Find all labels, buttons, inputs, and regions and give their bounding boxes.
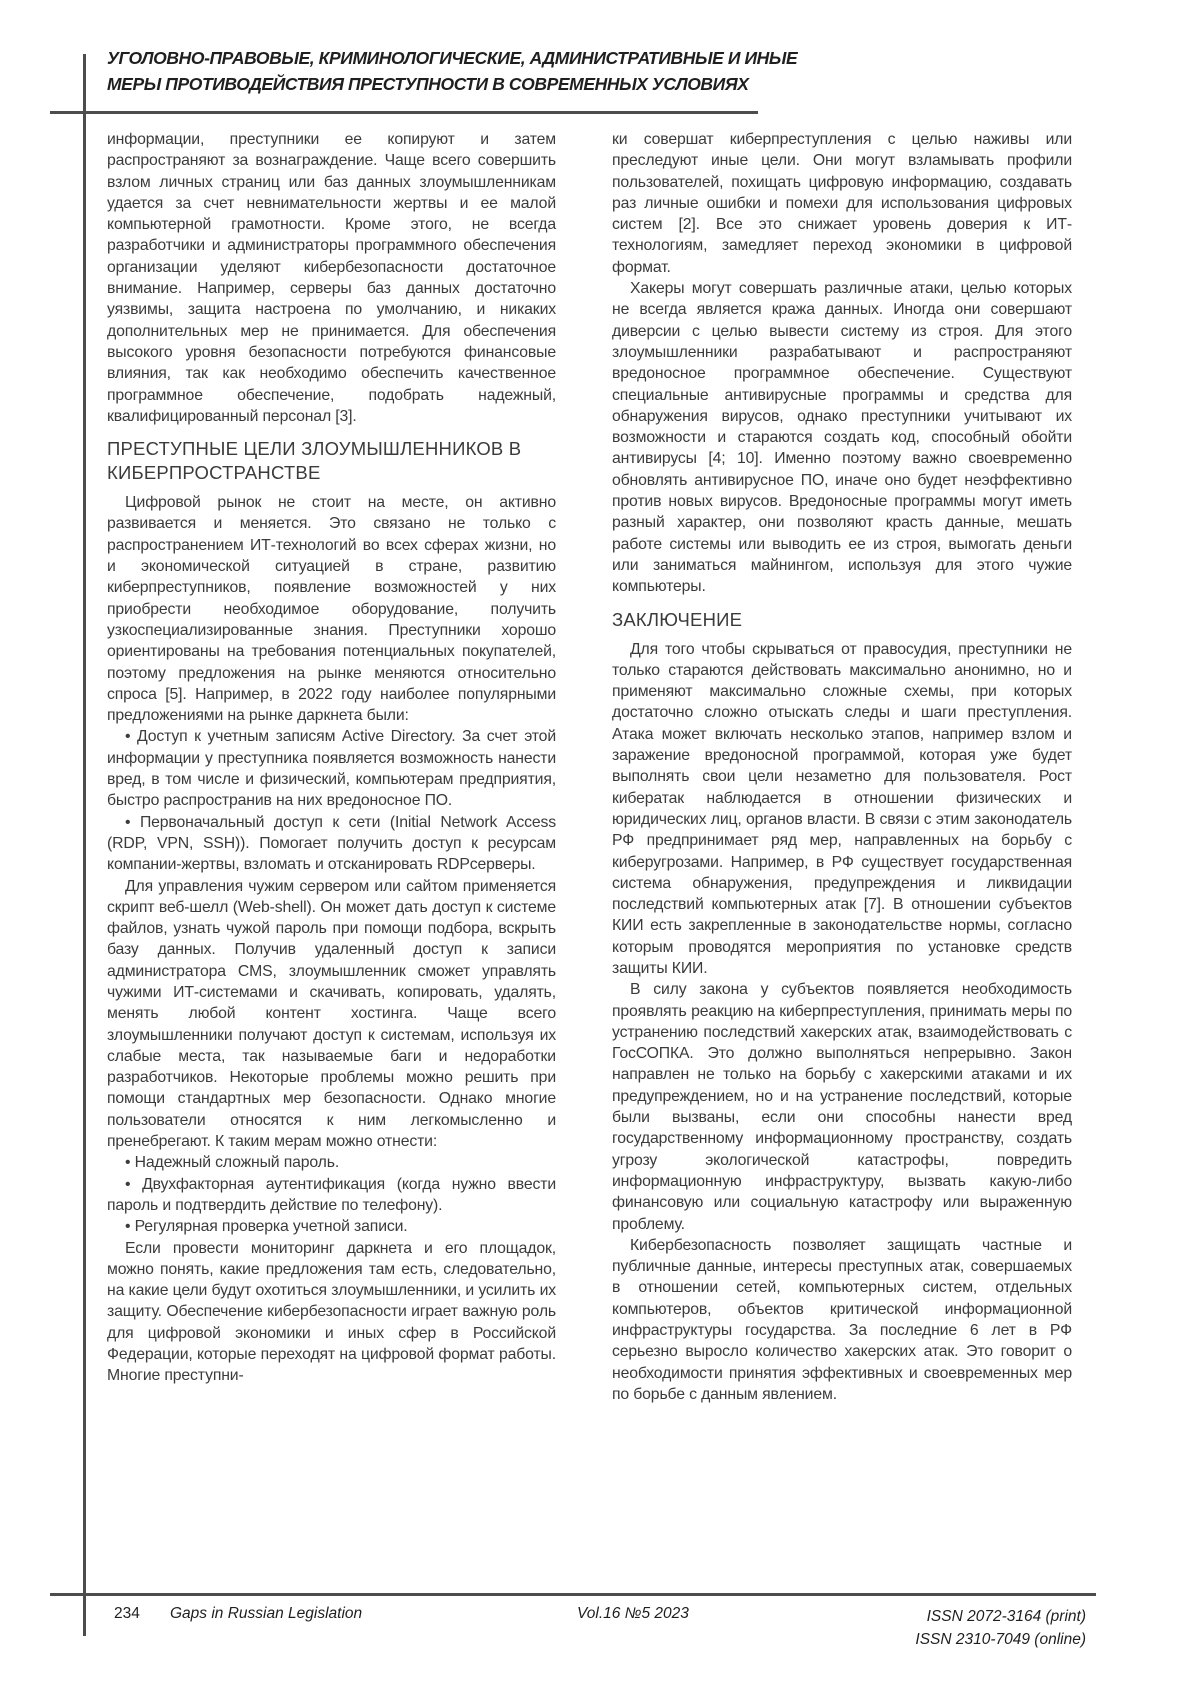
issn-print: ISSN 2072-3164 (print) <box>926 1608 1086 1625</box>
running-head-rule <box>50 111 758 114</box>
running-head <box>107 45 827 97</box>
bullet-item: • Регулярная проверка учетной записи. <box>125 1218 408 1236</box>
bullet-item: • Надежный сложный пароль. <box>125 1154 340 1172</box>
body-paragraph: В силу закона у субъектов появляется необходимость проявлять реакцию на киберпреступления, принимать меры по устранению последствий хакерских атак, взаимодействовать с ГосСОПКА. Это должно выполняться непрерывно. Закон направлен не только на борьбу с хакерскими атаками и их предупреждением, но и на устранение последствий, которые были вызваны, если они способны нанести вред государственному информационному пространству, создать угрозу экологической катастрофы, повредить информационную инфраструктуру, вызвать какую-либо финансовую или социальную катастрофу или выраженную проблему. <box>612 981 1072 1233</box>
volume-issue: Vol.16 №5 2023 <box>577 1605 689 1622</box>
issn-block <box>915 1605 1086 1651</box>
issn-online: ISSN 2310-7049 (online) <box>915 1631 1086 1648</box>
body-paragraph: Кибербезопасность позволяет защищать частные и публичные данные, интересы преступных атак, совершаемых в отношении сетей, компьютерных систем, отдельных компьютеров, объектов критической информационной инфраструктуры государства. За последние 6 лет в РФ серьезно выросло количество хакерских атак. Это говорит о необходимости принятия эффективных и своевременных мер по борьбе с данным явлением. <box>612 1236 1072 1403</box>
footer-rule <box>50 1593 1096 1596</box>
body-paragraph: информации, преступники ее копируют и затем распространяют за вознаграждение. Чаще всего совершить взлом личных страниц или баз данных злоумышленникам удается за счет невнимательности жертвы и ее малой компьютерной грамотности. Кроме этого, не всегда разработчики и администраторы программного обеспечения организации уделяют кибербезопасности достаточное внимание. Например, серверы баз данных достаточно уязвимы, защита настроена по умолчанию, и никаких дополнительных мер не принимается. Для обеспечения высокого уровня безопасности потребуются финансовые влияния, так как необходимо обеспечить качественное программное обеспечение, подобрать надежный, квалифицированный персонал [3]. <box>107 131 556 425</box>
body-paragraph: Цифровой рынок не стоит на месте, он активно развивается и меняется. Это связано не только с распространением ИТ-технологий во всех сферах жизни, но и экономической ситуацией в стране, развитию киберпреступников, появление возможностей у них приобрести необходимое оборудование, получить узкоспециализированные знания. Преступники хорошо ориентированы на требования потенциальных покупателей, поэтому предложения на рынке меняются относительно спроса [5]. Например, в 2022 году наиболее популярными предложениями на рынке даркнета были: <box>107 494 556 725</box>
running-head-line1: УГОЛОВНО-ПРАВОВЫЕ, КРИМИНОЛОГИЧЕСКИЕ, АДМИНИСТРАТИВНЫЕ И ИНЫЕ <box>107 48 798 68</box>
body-paragraph: ки совершат киберпреступления с целью наживы или преследуют иные цели. Они могут взламывать профили пользователей, похищать цифровую информацию, создавать раз личные ошибки и помехи для использования цифровых систем [2]. Все это снижает уровень доверия к ИТ-технологиям, замедляет переход экономики в цифровой формат. <box>612 131 1072 276</box>
page-number: 234 <box>114 1605 140 1622</box>
section-heading: ПРЕСТУПНЫЕ ЦЕЛИ ЗЛОУМЫШЛЕННИКОВ В КИБЕРПРОСТРАНСТВЕ <box>107 438 522 484</box>
body-paragraph: Хакеры могут совершать различные атаки, целью которых не всегда является кража данных. Иногда они совершают диверсии с целью вывести систему из строя. Для этого злоумышленники разрабатывают и распространяют вредоносное программное обеспечение. Существуют специальные антивирусные программы и средства для обнаружения вирусов, однако преступники учитывают их возможности и стараются создать код, способный обойти антивирусы [4; 10]. Именно поэтому важно своевременно обновлять антивирусное ПО, иначе оно будет неэффективно против новых вирусов. Вредоносные программы могут иметь разный характер, они позволяют красть данные, мешать работе системы или выводить ее из строя, вымогать деньги или заниматься майнингом, используя для этого чужие компьютеры. <box>612 280 1072 596</box>
body-paragraph: Для того чтобы скрываться от правосудия, преступники не только стараются действовать максимально анонимно, но и применяют максимально сложные схемы, при которых достаточно сложно отыскать следы и шаги преступления. Атака может включать несколько этапов, например взлом и заражение вредоносной программой, которая уже будет выполнять свои цели незаметно для пользователя. Рост кибератак наблюдается в отношении физических и юридических лиц, органов власти. В связи с этим законодатель РФ предпринимает ряд мер, направленных на борьбу с киберугрозами. Например, в РФ существует государственная система обнаружения, предупреждения и ликвидации последствий компьютерных атак [7]. В отношении субъектов КИИ есть закрепленные в законодательстве нормы, согласно которым проводятся мероприятия по установке средств защиты КИИ. <box>612 640 1072 977</box>
body-paragraph: Для управления чужим сервером или сайтом применяется скрипт веб-шелл (Web-shell). Он может дать доступ к системе файлов, узнать чужой пароль при помощи подбора, вскрыть базу данных. Получив удаленный доступ к записи администратора CMS, злоумышленник сможет управлять чужими ИТ-системами и скачивать, копировать, удалять, менять любой контент хостинга. Чаще всего злоумышленники получают доступ к системам, используя их слабые места, так называемые баги и недоработки разработчиков. Некоторые проблемы можно решить при помощи стандартных мер безопасности. Однако многие пользователи относятся к ним легкомысленно и пренебрегают. К таким мерам можно отнести: <box>107 877 556 1151</box>
bullet-item: • Доступ к учетным записям Active Directory. За счет этой информации у преступника появляется возможность нанести вред, в том числе и физический, компьютерам предприятия, быстро распространив на них вредоносное ПО. <box>107 728 556 810</box>
left-vertical-rule <box>83 54 86 1636</box>
bullet-item: • Первоначальный доступ к сети (Initial Network Access (RDP, VPN, SSH)). Помогает получить доступ к ресурсам компании-жертвы, взломать и отсканировать RDPсерверы. <box>107 813 556 874</box>
running-head-line2: МЕРЫ ПРОТИВОДЕЙСТВИЯ ПРЕСТУПНОСТИ В СОВРЕМЕННЫХ УСЛОВИЯХ <box>107 74 749 94</box>
bullet-item: • Двухфакторная аутентификация (когда нужно ввести пароль и подтвердить действие по телефону). <box>107 1175 556 1214</box>
body-paragraph: Если провести мониторинг даркнета и его площадок, можно понять, какие предложения там есть, следовательно, на какие цели будут охотиться злоумышленники, и усилить их защиту. Обеспечение кибербезопасности играет важную роль для цифровой экономики и иных сфер в Российской Федерации, которые переходят на цифровой формат работы. Многие преступни- <box>107 1239 556 1385</box>
right-column <box>612 129 1072 1405</box>
section-heading: ЗАКЛЮЧЕНИЕ <box>612 608 743 630</box>
left-column <box>107 129 556 1387</box>
journal-title: Gaps in Russian Legislation <box>170 1605 363 1622</box>
